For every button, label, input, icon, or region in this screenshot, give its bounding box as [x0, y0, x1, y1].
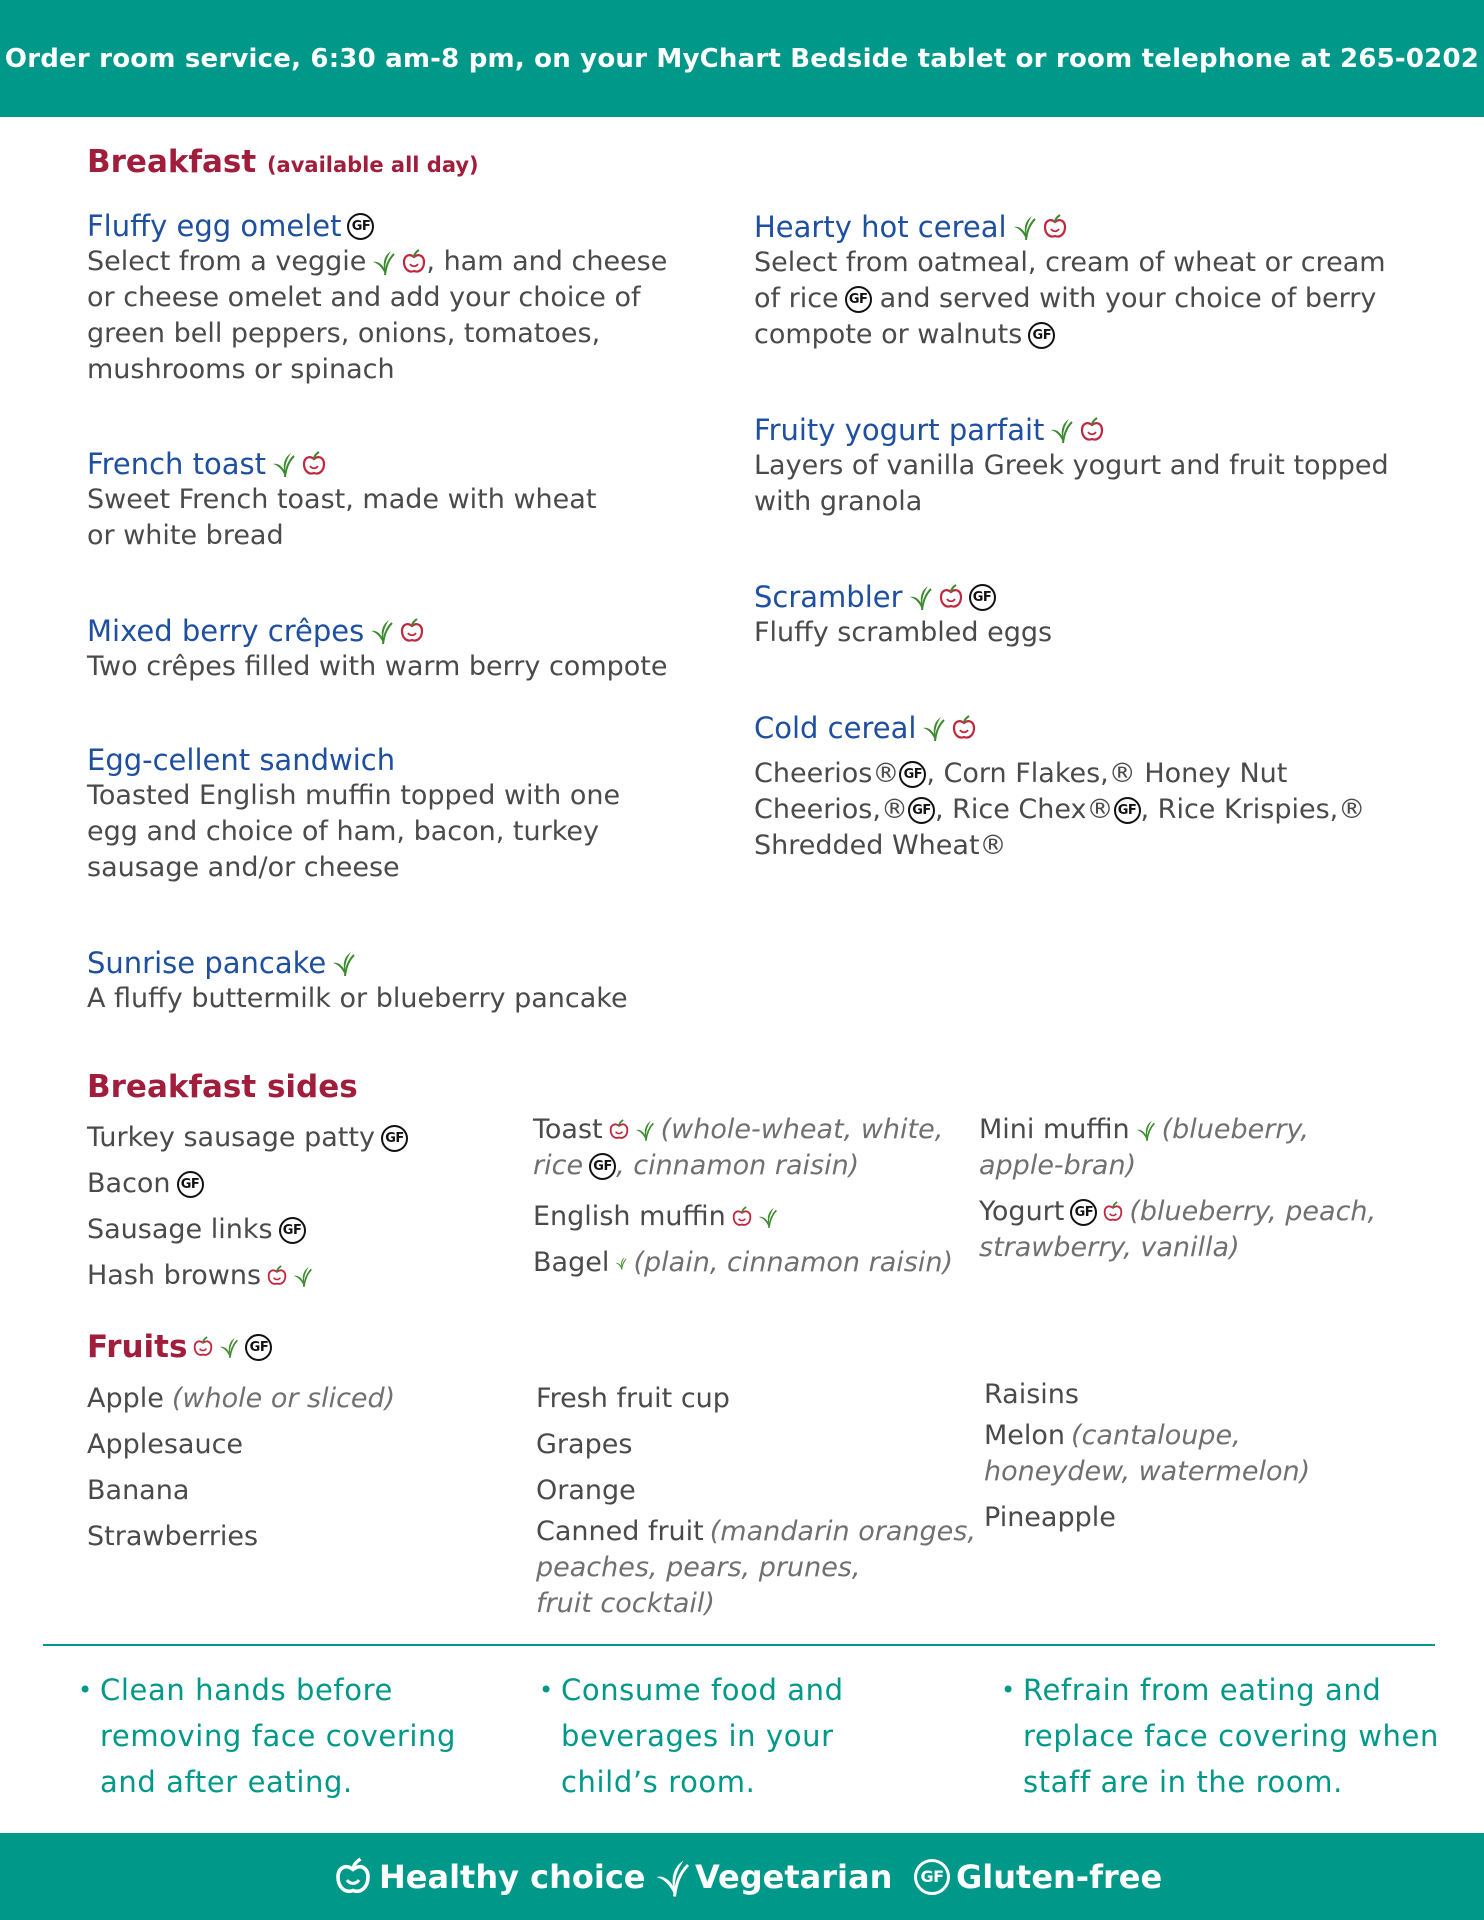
bullet-icon: • — [539, 1676, 554, 1704]
breakfast-heading — [87, 144, 479, 180]
sides-column-2 — [533, 1112, 953, 1286]
fruit-grapes: Grapes — [536, 1429, 633, 1460]
menu-item-sandwich — [87, 742, 687, 886]
tip-2-line-2: beverages in your — [561, 1719, 834, 1753]
tip-3-line-2: replace face covering when — [1023, 1719, 1439, 1753]
legend-healthy — [335, 1833, 646, 1920]
gluten-free-icon: GF — [279, 1217, 306, 1244]
gluten-free-icon: GF — [1114, 797, 1141, 824]
tip-2-line-3: child’s room. — [561, 1765, 756, 1799]
tip-1-line-2: removing face covering — [100, 1719, 456, 1753]
vegetarian-icon — [1136, 1118, 1156, 1142]
gluten-free-icon: GF — [1070, 1199, 1097, 1226]
menu-item-cold-cereal — [754, 710, 1414, 864]
vegetarian-icon — [922, 714, 946, 742]
omelet-desc-2: , ham and cheese — [426, 246, 668, 277]
side-bagel: Bagel — [533, 1247, 610, 1278]
gluten-free-icon: GF — [381, 1125, 408, 1152]
cold-cereal-line2c: , Rice Krispies,® — [1140, 794, 1366, 825]
menu-item-parfait — [754, 412, 1394, 520]
side-bacon: Bacon — [87, 1168, 171, 1199]
hot-cereal-desc-2b: and served with your choice of berry — [879, 283, 1377, 314]
crepes-title: Mixed berry crêpes — [87, 614, 365, 648]
fruits-column-1 — [87, 1376, 395, 1560]
cold-cereal-line2a: Cheerios,® — [754, 794, 908, 825]
tip-2-line-1: Consume food and — [561, 1673, 844, 1707]
menu-item-crepes — [87, 613, 707, 685]
legend-vegetarian — [655, 1833, 892, 1920]
fruit-strawberries: Strawberries — [87, 1521, 259, 1552]
gluten-free-icon: GF — [845, 286, 872, 313]
tip-1-line-1: Clean hands before — [100, 1673, 393, 1707]
bullet-icon: • — [78, 1676, 93, 1704]
cold-cereal-line2b: , Rice Chex® — [934, 794, 1114, 825]
top-banner — [0, 0, 1484, 117]
breakfast-title: Breakfast — [87, 144, 257, 180]
fruit-melon: Melon — [984, 1420, 1066, 1451]
french-toast-desc-1: Sweet French toast, made with wheat — [87, 484, 597, 515]
french-toast-desc-2: or white bread — [87, 520, 284, 551]
sandwich-desc-2: egg and choice of ham, bacon, turkey — [87, 816, 599, 847]
side-sausage-links: Sausage links — [87, 1214, 273, 1245]
hot-cereal-desc-2a: of rice — [754, 283, 839, 314]
fruits-title: Fruits — [87, 1329, 188, 1365]
side-hash-browns: Hash browns — [87, 1260, 262, 1291]
vegetarian-icon — [293, 1264, 313, 1288]
side-toast-note-1: (whole-wheat, white, — [660, 1114, 944, 1145]
legend-gluten-free — [914, 1833, 1162, 1920]
crepes-desc: Two crêpes filled with warm berry compote — [87, 651, 668, 682]
side-yogurt-note-2: strawberry, vanilla) — [979, 1232, 1240, 1263]
parfait-desc-1: Layers of vanilla Greek yogurt and fruit topped — [754, 450, 1389, 481]
side-muffin-note-2: apple-bran) — [979, 1150, 1137, 1181]
side-turkey-sausage: Turkey sausage patty — [87, 1122, 375, 1153]
fruit-apple-note: (whole or sliced) — [171, 1383, 396, 1414]
fruit-melon-note-2: honeydew, watermelon) — [984, 1456, 1311, 1487]
section-divider — [43, 1644, 1435, 1646]
legend-healthy-label: Healthy choice — [379, 1857, 646, 1896]
cold-cereal-line1b: , Corn Flakes,® Honey Nut — [926, 758, 1288, 789]
banner-text: Order room service, 6:30 am-8 pm, on your MyChart Bedside tablet or room telephone at 265-0202 — [4, 43, 1480, 74]
omelet-title: Fluffy egg omelet — [87, 209, 342, 243]
omelet-desc-3: or cheese omelet and add your choice of — [87, 282, 641, 313]
tip-clean-hands — [78, 1667, 456, 1805]
healthy-choice-icon — [1103, 1201, 1123, 1223]
legend-banner — [0, 1833, 1484, 1920]
fruit-orange: Orange — [536, 1475, 636, 1506]
healthy-choice-icon — [335, 1857, 371, 1897]
healthy-choice-icon — [952, 715, 976, 741]
tip-3-line-3: staff are in the room. — [1023, 1765, 1343, 1799]
hot-cereal-title: Hearty hot cereal — [754, 210, 1007, 244]
healthy-choice-icon — [193, 1336, 213, 1358]
vegetarian-icon — [1013, 213, 1037, 241]
gluten-free-icon: GF — [347, 213, 374, 240]
menu-item-french-toast — [87, 446, 687, 554]
omelet-desc-1: Select from a veggie — [87, 246, 367, 277]
sandwich-title: Egg-cellent sandwich — [87, 743, 396, 777]
tip-refrain-eating — [1001, 1667, 1439, 1805]
tip-3-line-1: Refrain from eating and — [1023, 1673, 1382, 1707]
fruit-canned-note-2: peaches, pears, prunes, — [536, 1552, 861, 1583]
fruit-canned: Canned fruit — [536, 1516, 704, 1547]
vegetarian-icon — [370, 617, 394, 645]
gluten-free-icon: GF — [914, 1859, 950, 1895]
hot-cereal-desc-1: Select from oatmeal, cream of wheat or cream — [754, 247, 1386, 278]
fruit-canned-note-1: (mandarin oranges, — [709, 1516, 976, 1547]
fruit-pineapple: Pineapple — [984, 1502, 1116, 1533]
scrambler-title: Scrambler — [754, 580, 903, 614]
side-toast: Toast — [533, 1114, 603, 1145]
vegetarian-icon — [615, 1251, 627, 1275]
hot-cereal-desc-3: compote or walnuts — [754, 319, 1023, 350]
menu-item-omelet — [87, 208, 687, 388]
fruit-apple: Apple — [87, 1383, 164, 1414]
sandwich-desc-1: Toasted English muffin topped with one — [87, 780, 621, 811]
cold-cereal-line3: Shredded Wheat® — [754, 830, 1007, 861]
french-toast-title: French toast — [87, 447, 266, 481]
sandwich-desc-3: sausage and/or cheese — [87, 852, 400, 883]
gluten-free-icon: GF — [969, 584, 996, 611]
vegetarian-icon — [758, 1205, 778, 1229]
gluten-free-icon: GF — [245, 1334, 272, 1361]
vegetarian-icon — [372, 248, 396, 276]
gluten-free-icon: GF — [177, 1171, 204, 1198]
healthy-choice-icon — [939, 584, 963, 610]
parfait-title: Fruity yogurt parfait — [754, 413, 1045, 447]
legend-gluten-free-label: Gluten-free — [956, 1857, 1163, 1896]
gluten-free-icon: GF — [899, 761, 926, 788]
healthy-choice-icon — [267, 1265, 287, 1287]
healthy-choice-icon — [609, 1119, 629, 1141]
fruits-heading — [87, 1329, 272, 1365]
scrambler-desc: Fluffy scrambled eggs — [754, 617, 1053, 648]
healthy-choice-icon — [1080, 417, 1104, 443]
side-toast-note-2: rice — [533, 1150, 584, 1181]
cold-cereal-title: Cold cereal — [754, 711, 917, 745]
parfait-desc-2: with granola — [754, 486, 923, 517]
vegetarian-icon — [635, 1118, 655, 1142]
cold-cereal-line1a: Cheerios® — [754, 758, 900, 789]
sides-column-1 — [87, 1115, 408, 1299]
vegetarian-icon — [655, 1855, 691, 1899]
gluten-free-icon: GF — [908, 797, 935, 824]
side-mini-muffin: Mini muffin — [979, 1114, 1130, 1145]
healthy-choice-icon — [732, 1206, 752, 1228]
pancake-desc: A fluffy buttermilk or blueberry pancake — [87, 983, 628, 1014]
breakfast-subtitle: (available all day) — [266, 153, 479, 177]
sides-column-3 — [979, 1112, 1439, 1266]
menu-item-scrambler — [754, 579, 1394, 651]
side-toast-note-3: , cinnamon raisin) — [616, 1150, 860, 1181]
gluten-free-icon: GF — [1028, 322, 1055, 349]
fruit-banana: Banana — [87, 1475, 190, 1506]
gluten-free-icon: GF — [589, 1153, 616, 1180]
healthy-choice-icon — [400, 618, 424, 644]
fruits-column-3 — [984, 1372, 1444, 1536]
fruit-canned-note-3: fruit cocktail) — [536, 1588, 715, 1619]
pancake-title: Sunrise pancake — [87, 946, 327, 980]
fruit-applesauce: Applesauce — [87, 1429, 244, 1460]
fruit-melon-note-1: (cantaloupe, — [1071, 1420, 1241, 1451]
side-yogurt-note-1: (blueberry, peach, — [1129, 1196, 1377, 1227]
healthy-choice-icon — [302, 451, 326, 477]
tip-1-line-3: and after eating. — [100, 1765, 353, 1799]
omelet-desc-4: green bell peppers, onions, tomatoes, — [87, 318, 601, 349]
side-bagel-note: (plain, cinnamon raisin) — [633, 1247, 953, 1278]
legend-vegetarian-label: Vegetarian — [695, 1857, 893, 1896]
tip-consume-food — [539, 1667, 844, 1805]
healthy-choice-icon — [402, 249, 426, 275]
fruits-column-2 — [536, 1376, 976, 1622]
bullet-icon: • — [1001, 1676, 1016, 1704]
vegetarian-icon — [332, 949, 356, 977]
side-muffin-note-1: (blueberry, — [1161, 1114, 1309, 1145]
fruit-fresh-cup: Fresh fruit cup — [536, 1383, 730, 1414]
vegetarian-icon — [272, 450, 296, 478]
side-yogurt: Yogurt — [979, 1196, 1065, 1227]
vegetarian-icon — [1050, 416, 1074, 444]
menu-item-hot-cereal — [754, 209, 1394, 353]
side-english-muffin: English muffin — [533, 1201, 726, 1232]
healthy-choice-icon — [1043, 214, 1067, 240]
sides-heading: Breakfast sides — [87, 1069, 358, 1105]
vegetarian-icon — [219, 1335, 239, 1359]
omelet-desc-5: mushrooms or spinach — [87, 354, 395, 385]
menu-item-pancake — [87, 945, 707, 1017]
vegetarian-icon — [909, 583, 933, 611]
fruit-raisins: Raisins — [984, 1379, 1079, 1410]
